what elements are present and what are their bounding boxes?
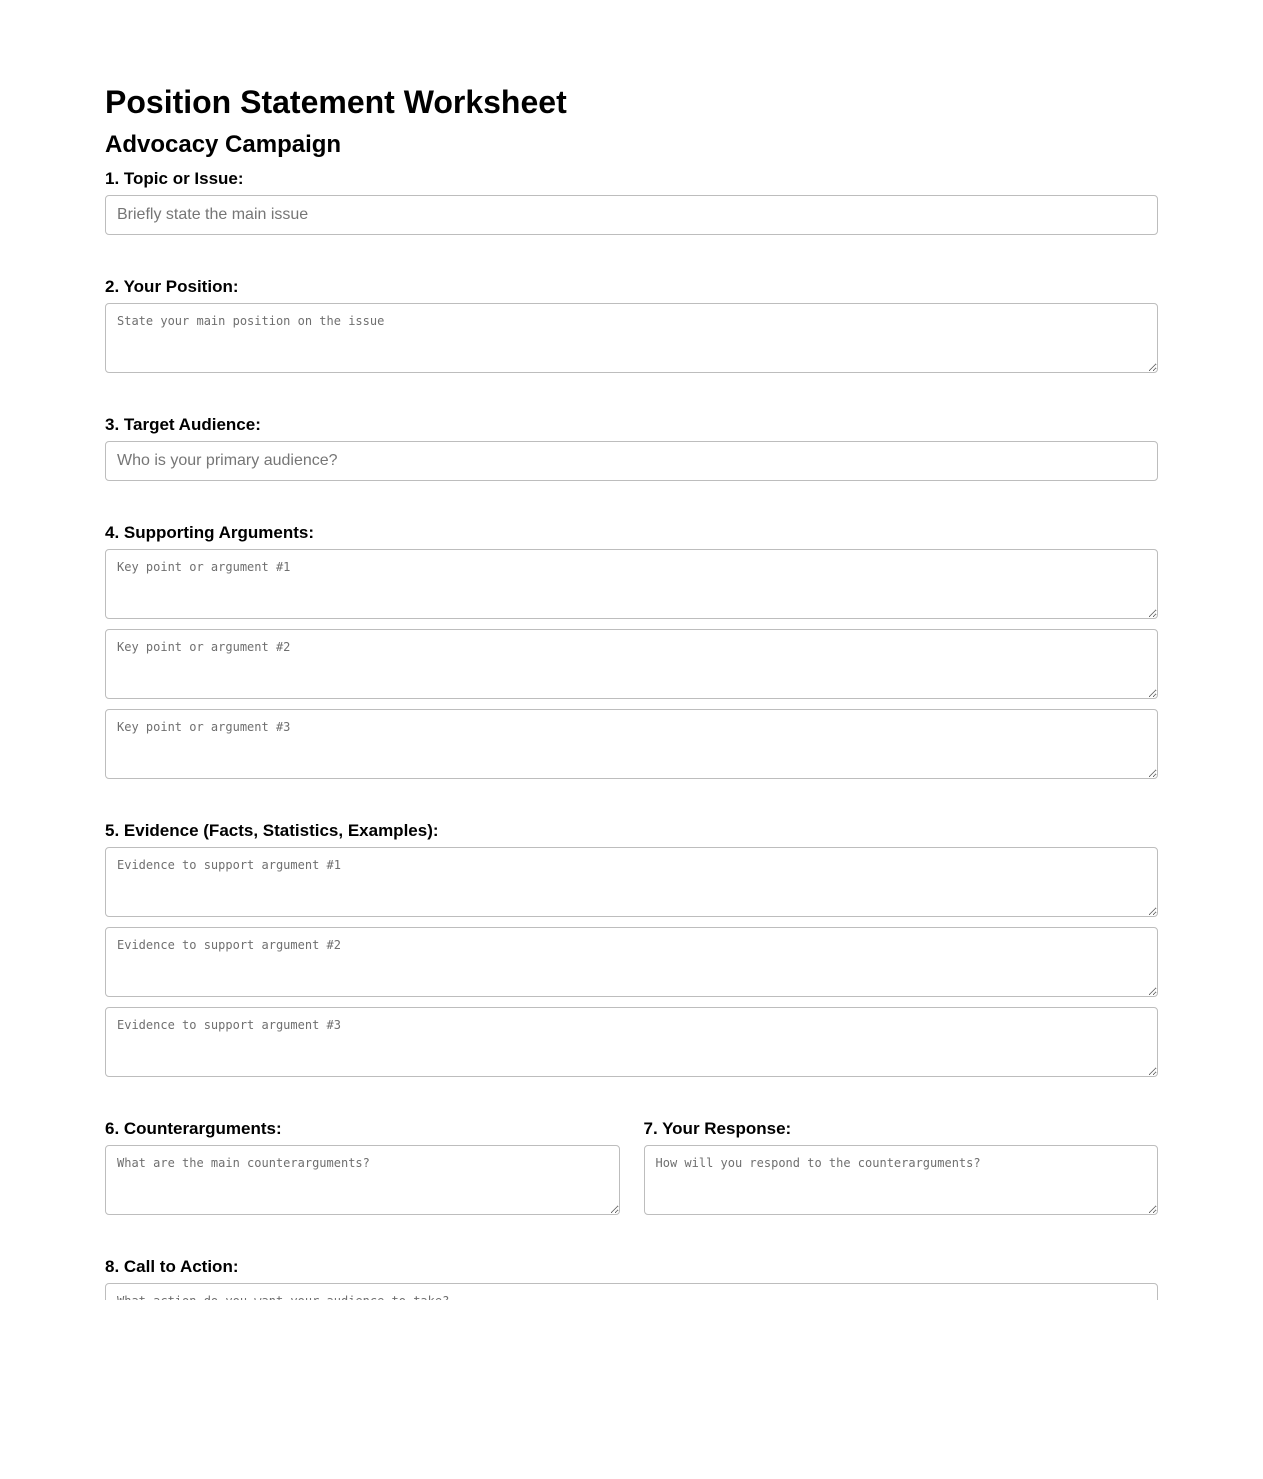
page-title: Position Statement Worksheet [105, 84, 567, 120]
position-label: 2. Your Position: [105, 277, 239, 296]
audience-label: 3. Target Audience: [105, 415, 261, 434]
response-section [644, 1120, 1159, 1225]
cta-section [105, 1258, 1158, 1300]
counterarguments-section [105, 1120, 620, 1225]
argument-2-textarea[interactable] [105, 629, 1158, 699]
counterarguments-label: 6. Counterarguments: [105, 1119, 282, 1138]
topic-input[interactable] [105, 195, 1158, 235]
page-subtitle: Advocacy Campaign [105, 131, 342, 158]
counter-response-row [105, 1120, 1158, 1225]
position-textarea[interactable] [105, 303, 1158, 373]
response-label: 7. Your Response: [643, 1119, 792, 1138]
cta-textarea[interactable] [105, 1283, 1158, 1300]
counterarguments-textarea[interactable] [105, 1145, 620, 1215]
argument-3-textarea[interactable] [105, 709, 1158, 779]
evidence-1-textarea[interactable] [105, 847, 1158, 917]
arguments-label: 4. Supporting Arguments: [105, 523, 315, 542]
topic-label: 1. Topic or Issue: [105, 169, 244, 188]
topic-section [105, 170, 1158, 235]
position-section [105, 278, 1158, 383]
evidence-section [105, 822, 1158, 1087]
evidence-label: 5. Evidence (Facts, Statistics, Examples): [105, 821, 439, 840]
audience-section [105, 416, 1158, 481]
arguments-section [105, 524, 1158, 789]
audience-input[interactable] [105, 441, 1158, 481]
evidence-3-textarea[interactable] [105, 1007, 1158, 1077]
argument-1-textarea[interactable] [105, 549, 1158, 619]
cta-label: 8. Call to Action: [105, 1257, 239, 1276]
evidence-2-textarea[interactable] [105, 927, 1158, 997]
response-textarea[interactable] [644, 1145, 1159, 1215]
